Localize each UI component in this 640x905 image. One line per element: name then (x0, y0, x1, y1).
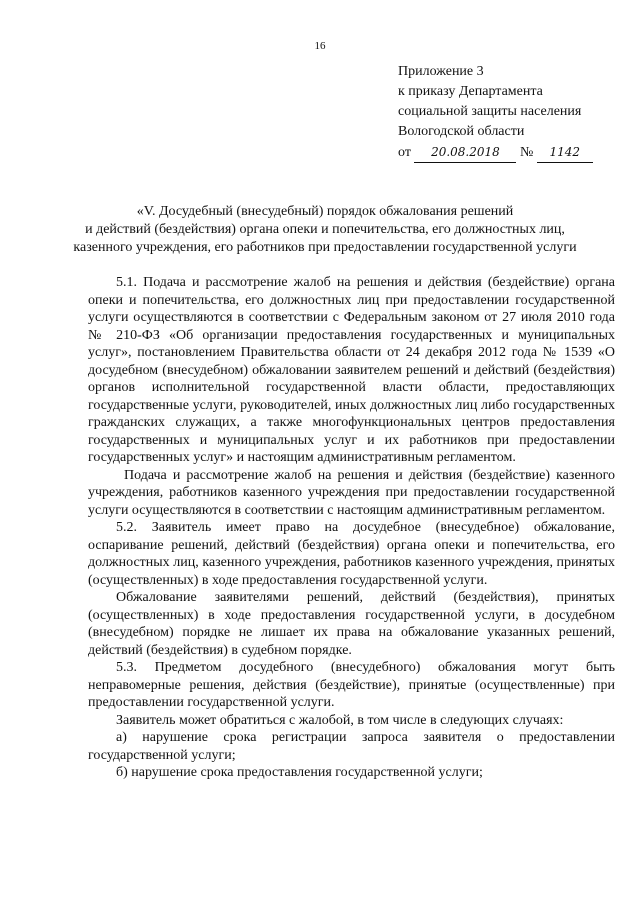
list-item-b: б) нарушение срока предоставления государственной услуги; (116, 765, 483, 780)
paragraph-5-2-b: Обжалование заявителями решений, действий (бездействия), принятых (осуществленных) в ходе предоставления государственной услуги, в досудебном (внесудебном) порядке не лишает их права на обжалование указанных решений, действий (бездействия) в судебном порядке. (88, 590, 615, 658)
number-sign: № (519, 145, 534, 160)
appendix-department: социальной защиты населения (398, 104, 582, 119)
section-title (60, 203, 590, 257)
page-number: 16 (314, 40, 326, 52)
section-title-line-1: «V. Досудебный (внесудебный) порядок обжалования решений (136, 204, 514, 219)
list-item-a: а) нарушение срока регистрации запроса заявителя о предоставлении государственной услуги; (88, 730, 615, 763)
order-number: 1142 (537, 142, 593, 163)
paragraph-5-2: 5.2. Заявитель имеет право на досудебное (внесудебное) обжалование, оспаривание решений, действий (бездействия) органа опеки и попечительства, его должностных лиц, казенного учреждения, работников казенного учреждения, принятых (осуществленных) в ходе предоставления государственной услуги. (88, 520, 615, 588)
document-body (88, 274, 615, 782)
date-prefix: от (398, 145, 411, 160)
section-title-line-3: казенного учреждения, его работников при предоставлении государственной услуги (73, 240, 577, 255)
appendix-title: Приложение 3 (398, 64, 484, 79)
appendix-region: Вологодской области (398, 124, 525, 139)
order-date-number (398, 142, 593, 162)
order-date: 20.08.2018 (414, 142, 516, 163)
section-title-line-2: и действий (бездействия) органа опеки и попечительства, его должностных лиц, (85, 222, 565, 237)
paragraph-5-1-b: Подача и рассмотрение жалоб на решения и действия (бездействие) казенного учреждения, работников казенного учреждения при предоставлении государственной услуги осуществляются в соответствии с настоящим административным регламентом. (88, 467, 615, 518)
paragraph-cases-intro: Заявитель может обратиться с жалобой, в том числе в следующих случаях: (116, 712, 564, 728)
paragraph-5-3: 5.3. Предметом досудебного (внесудебного) обжалования могут быть неправомерные решения, действия (бездействие), принятые (осуществленные) при предоставлении государственной услуги. (88, 660, 615, 710)
appendix-header (398, 62, 593, 162)
paragraph-5-1: 5.1. Подача и рассмотрение жалоб на решения и действия (бездействие) органа опеки и попечительства, его должностных лиц при предоставлении государственной услуги осуществляются в соответствии с Федеральным законом от 27 июля 2010 года № 210-ФЗ «Об организации предоставления государственных и муниципальных услуг», постановлением Правительства области от 24 декабря 2012 года № 1539 «О досудебном (внесудебном) обжаловании заявителем решений и действий (бездействия) органов исполнительной государственной власти области, предоставляющих государственные услуги, руководителей, иных должностных лиц либо государственных гражданских служащих, а также многофункциональных центров предоставления государственных и муниципальных услуг и их работников при предоставлении государственных услуг» и настоящим административным регламентом. (88, 275, 615, 465)
appendix-order-ref: к приказу Департамента (398, 84, 543, 99)
